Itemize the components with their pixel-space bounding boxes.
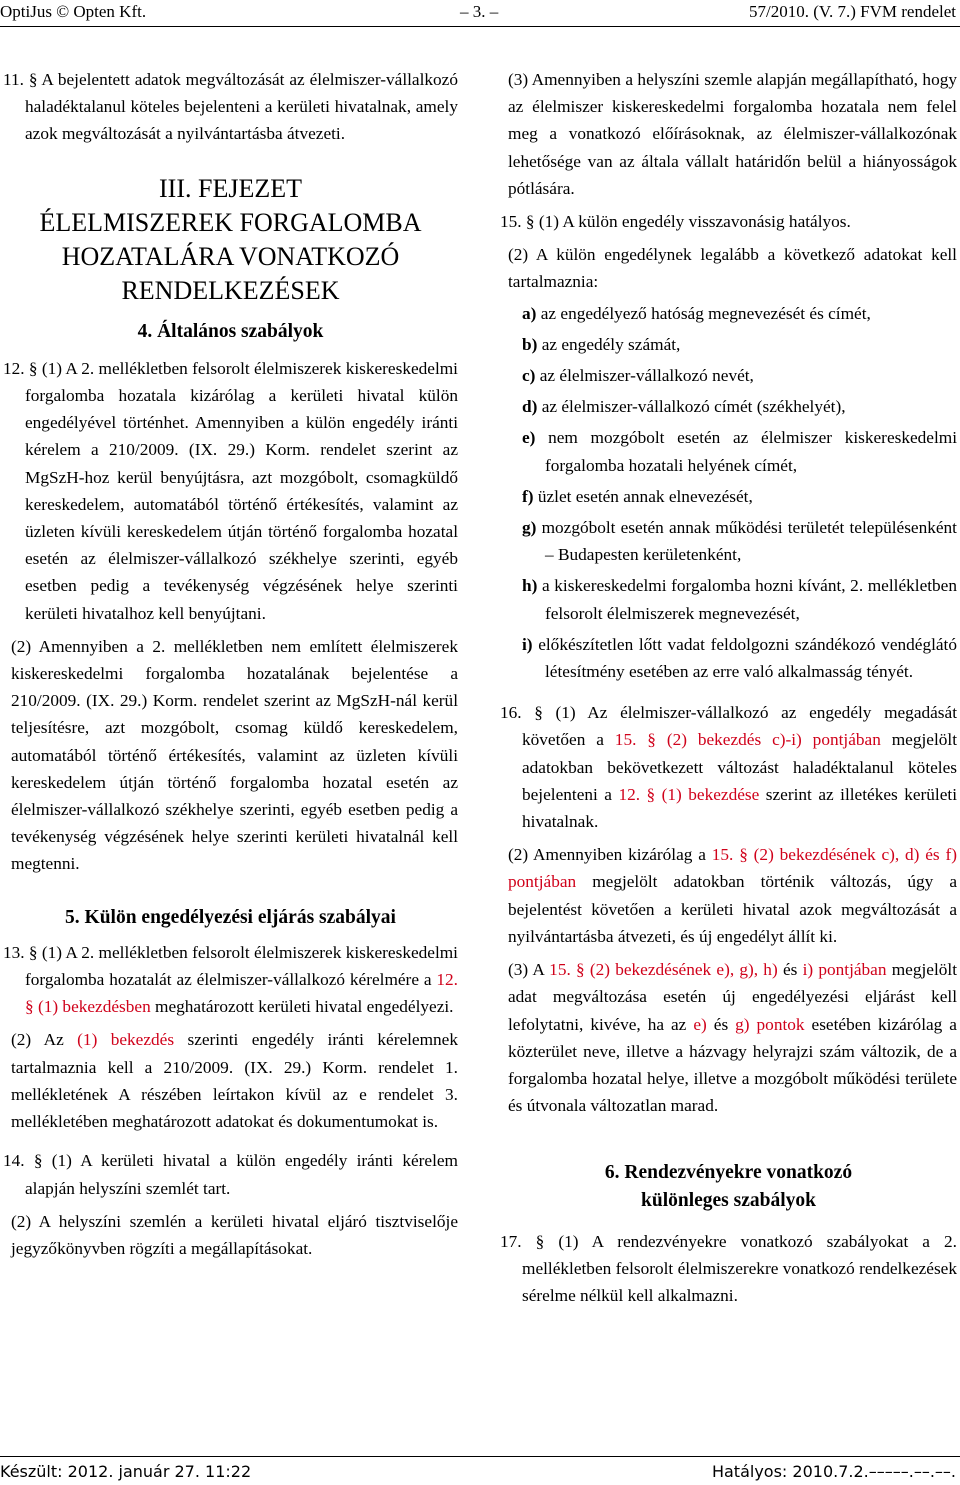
- paragraph-15-1: 15. § (1) A külön engedély visszavonásig hatályos.: [500, 212, 851, 232]
- list-item: [522, 331, 957, 358]
- paragraph-16-1-mid: megjelölt adatokban bekövetkezett változást haladéktalanul köteles bejelenteni a: [522, 730, 957, 804]
- list-item-key: i): [522, 634, 533, 654]
- page-header: [0, 0, 960, 27]
- paragraph-16-2-tail: megjelölt adatokban történik változás, úgy a bejelentést követően a kerületi hivatal azok megváltozását a nyilvántartásba átvezeti, és új engedélyt állít ki.: [508, 872, 957, 946]
- list-item-text: mozgóbolt esetén annak működési területét településenként – Budapesten kerületenként,: [541, 518, 957, 565]
- paragraph-16-3-mid: megjelölt adat megváltozása esetén új engedélyezési eljárást kell lefolytatni, kivéve, ha az: [508, 960, 957, 1034]
- paragraph-13-2-text: (2) Az: [11, 1030, 78, 1050]
- paragraph-16-1-tail: szerint az illetékes kerületi hivatalnak.: [522, 784, 957, 832]
- left-column: [3, 66, 458, 1262]
- list-item-text: az engedélyező hatóság megnevezését és címét,: [540, 303, 871, 323]
- paragraph-12-1: [3, 355, 458, 627]
- section-5-title: 5. Külön engedélyezési eljárás szabályai: [65, 906, 396, 928]
- list-item-key: d): [522, 397, 538, 417]
- paragraph-16-3-tail: esetében kizárólag a közterület neve, illetve a házvagy helyrajzi szám változik, de a forgalomba hozatal helye, illetve a mozgóbolt működési területe és útvonala változatlan marad.: [508, 1014, 957, 1116]
- link-12-1[interactable]: 12. § (1) bekezdése: [618, 784, 760, 804]
- chapter-line-3: HOZATALÁRA VONATKOZÓ: [61, 241, 400, 271]
- paragraph-14-1: 14. § (1) A kerületi hivatal a külön engedély iránti kérelem alapján helyszíni szemlét tart.: [3, 1151, 458, 1198]
- paragraph-12-2: (2) Amennyiben a 2. mellékletben nem említett élelmiszerek kiskereskedelmi forgalomba hozatalának bejelentése a 210/2009. (IX. 29.) Korm. rendelet szerint az MgSzH-nál kerül teljesítésre, azt mozgóbolt, csomag küldő kereskedelem, automatából történő értékesítés, valamint az üzleten kívüli kereskedelem útján történő forgalomba hozatal esetén az élelmiszer-vállalkozó székhelye szerinti, egyéb esetben pedig a tevékenység végzésének helye szerinti kerületi hivatalnál kell megtenni.: [11, 636, 458, 874]
- list-item: [522, 483, 957, 510]
- header-page-number: – 3. –: [460, 2, 499, 21]
- paragraph-13-2: [3, 1026, 458, 1135]
- paragraph-17-1: 17. § (1) A rendezvényekre vonatkozó szabályokat a 2. mellékletben felsorolt élelmiszerekre vonatkozó rendelkezések sérelme nélkül kell alkalmazni.: [500, 1231, 957, 1306]
- list-item-text: az engedély számát,: [541, 334, 681, 354]
- paragraph-16-2: [500, 841, 957, 950]
- list-item: [522, 514, 957, 568]
- list-item-text: az élelmiszer-vállalkozó címét (székhelyét),: [541, 397, 846, 417]
- paragraph-11: 11. § A bejelentett adatok megváltozását az élelmiszer-vállalkozó haladéktalanul köteles bejelenteni a kerületi hivatalnak, amely azok megváltozását a nyilvántartásba átvezeti.: [3, 70, 458, 144]
- conjunction: és: [706, 1014, 736, 1034]
- paragraph-16-1-text: 16. § (1) Az élelmiszer-vállalkozó az engedély megadását követően a: [500, 703, 957, 750]
- right-column: [500, 66, 957, 1309]
- chapter-line-2: ÉLELMISZEREK FORGALOMBA: [39, 207, 422, 237]
- list-item-text: a kiskereskedelmi forgalomba hozni kívánt, 2. mellékletben felsorolt élelmiszerek megnevezését,: [541, 576, 957, 623]
- list-item-key: g): [522, 518, 537, 538]
- link-15-2-i[interactable]: i) pontjában: [802, 960, 887, 980]
- list-item-text: üzlet esetén annak elnevezését,: [537, 486, 753, 506]
- list-item: [522, 424, 957, 478]
- list-item: [522, 631, 957, 685]
- list-item-text: előkészítetlen lőtt vadat feldolgozni szándékozó vendéglátó létesítmény esetében az erre való alkalmasság tényét.: [538, 634, 957, 682]
- header-publisher: OptiJus © Opten Kft.: [0, 2, 147, 21]
- section-6-title: 6. Rendezvényekre vonatkozó különleges szabályok: [604, 1162, 853, 1211]
- section-4-title: 4. Általános szabályok: [137, 320, 324, 342]
- paragraph-12-1-part-a: 12. § (1) A 2. mellékletben felsorolt élelmiszerek kiskereskedelmi forgalomba hozatala kizárólag a kerületi hivatal külön engedélyével történhet. Amennyiben a külön engedély iránti kérelem a 210/2009. (IX.: [3, 358, 458, 460]
- list-item-key: e): [522, 428, 536, 448]
- list-15-2: [500, 300, 957, 686]
- paragraph-16-2-text: (2) Amennyiben kizárólag a: [508, 845, 712, 865]
- list-item: [522, 362, 957, 389]
- chapter-line-4: RENDELKEZÉSEK: [121, 275, 340, 305]
- footer-created: Készült: 2012. január 27. 11:22: [0, 1462, 252, 1481]
- list-item-key: c): [522, 366, 536, 386]
- paragraph-15-2: (2) A külön engedélynek legalább a következő adatokat kell tartalmaznia:: [508, 245, 957, 292]
- link-15-2-c-d-f[interactable]: 15. § (2) bekezdésének c), d) és f) pontjában: [508, 845, 957, 892]
- chapter-line-1: III. FEJEZET: [159, 173, 302, 203]
- list-item-text: az élelmiszer-vállalkozó nevét,: [539, 366, 754, 386]
- list-item-key: f): [522, 486, 534, 506]
- list-item-key: a): [522, 303, 537, 323]
- paragraph-14-2: (2) A helyszíni szemlén a kerületi hivatal eljáró tisztviselője jegyzőkönyvben rögzíti a megállapításokat.: [11, 1211, 458, 1258]
- link-15-2-e[interactable]: e): [693, 1014, 707, 1034]
- link-12-1[interactable]: 12. § (1) bekezdésben: [25, 970, 458, 1017]
- chapter-title: [3, 172, 458, 308]
- paragraph-13-1: [3, 939, 458, 1021]
- paragraph-14-3: (3) Amennyiben a helyszíni szemle alapján megállapítható, hogy az élelmiszer kiskereskedelmi forgalomba hozatala nem felel meg a vonatkozó előírásoknak, az élelmiszer-vállalkozónak lehetősége van az általa vállalt határidőn belül a hiányosságok pótlására.: [508, 70, 957, 198]
- paragraph-16-3-text: (3) A: [508, 960, 550, 980]
- conjunction: és: [777, 960, 803, 980]
- paragraph-16-3: [500, 956, 957, 1119]
- list-item: [522, 300, 957, 327]
- paragraph-13-2-tail: szerinti engedély iránti kérelemnek tartalmaznia kell a 210/2009. (IX. 29.) Korm. rendelet 1. mellékletének A részében leírtakon kívül az e rendelet 3. mellékletében meghatározott adatokat és dokumentumokat is.: [11, 1030, 458, 1132]
- paragraph-16-1: [500, 699, 957, 835]
- paragraph-13-1-text: 13. § (1) A 2. mellékletben felsorolt élelmiszerek kiskereskedelmi forgalomba hozatalát az élelmiszer-vállalkozó kérelmére a: [3, 942, 458, 990]
- link-15-2-g[interactable]: g) pontok: [735, 1014, 805, 1034]
- paragraph-13-1-tail: meghatározott kerületi hivatal engedélyezi.: [150, 997, 454, 1017]
- list-item: [522, 572, 957, 626]
- footer-effective: Hatályos: 2010.7.2.–––––.––.––.: [711, 1462, 956, 1481]
- link-15-2-c-i[interactable]: 15. § (2) bekezdés c)-i) pontjában: [614, 730, 881, 750]
- list-item: [522, 393, 957, 420]
- list-item-text: nem mozgóbolt esetén az élelmiszer kiskereskedelmi forgalomba hozatali helyének címét,: [545, 428, 958, 475]
- page-footer: [0, 1456, 960, 1485]
- list-item-key: b): [522, 334, 538, 354]
- link-13-1[interactable]: (1) bekezdés: [77, 1030, 175, 1050]
- list-item-key: h): [522, 576, 538, 596]
- paragraph-12-1-part-b: 29.) Korm. rendelet szerint az MgSzH-hoz kerül benyújtásra, azt mozgóbolt, csomagküldő kereskedelem, automatából történő értékesítés, valamint az üzleten kívüli kereskedelem útján történő forgalomba hozatal esetén az élelmiszer-vállalkozó székhelye szerinti, egyéb esetben pedig a tevékenység végzésének helye szerinti kerületi hivatalhoz kell benyújtani.: [25, 440, 458, 623]
- header-regulation: 57/2010. (V. 7.) FVM rendelet: [749, 2, 956, 21]
- link-15-2-e-g-h[interactable]: 15. § (2) bekezdésének e), g), h): [549, 960, 778, 980]
